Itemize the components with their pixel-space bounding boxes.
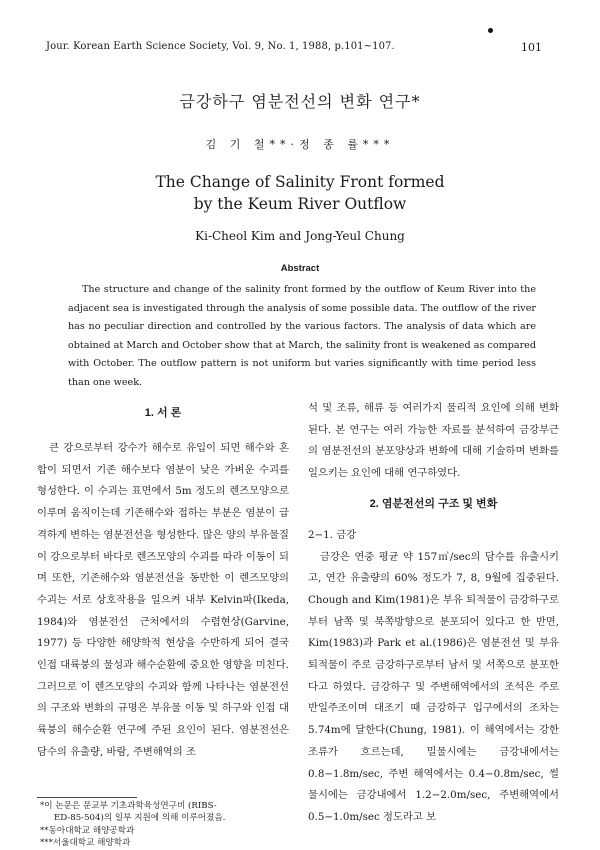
left-column [37, 398, 289, 764]
right-column [308, 398, 559, 829]
section2-heading: 2. 염분전선의 구조 및 변화 [369, 497, 498, 510]
footnote-2: **동아대학교 해양공학과 [40, 825, 135, 836]
journal-citation: Jour. Korean Earth Science Society, Vol. 9, No. 1, 1988, p.101~107. [46, 41, 395, 52]
section2-paragraph: 금강은 연중 평균 약 157㎥/sec의 담수를 유출시키고, 연간 유출량의 60% 정도가 7, 8, 9월에 집중된다. Chough and Kim(1981)은 부유 퇴적물이 금강하구로부터 남쪽 및 북쪽방향으로 분포되어 있다고 한 반면, Kim(1983)과 Park et al.(1986)은 염분전선 및 부유 퇴적물이 주로 금강하구로부터 남서 및 서쪽으로 분포한다고 하였다. 금강하구 및 주변해역에서의 조석은 주로 반일주조이며 대조기 때 금강하구 입구에서의 조차는 5.74m에 달한다(Chung, 1981). 이 해역에서는 강한 조류가 흐르는데, 밀물시에는 금강내에서는 0.8−1.8m/sec, 주변 해역에서는 0.4−0.8m/sec, 썰물시에는 금강내에서 1.2−2.0m/sec, 주변해역에서 0.5−1.0m/sec 정도라고 보 [308, 550, 559, 823]
english-title-line1: The Change of Salinity Front formed [155, 173, 445, 191]
abstract-heading: Abstract [280, 263, 320, 274]
footnotes [40, 800, 290, 850]
footnote-1: *이 논문은 문교부 기초과학육성연구비 (RIBS- [40, 801, 217, 811]
footnote-3: ***서울대학교 해양학과 [40, 838, 131, 849]
footnote-1-cont: ED-85-504)의 일부 지원에 의해 이루어졌음. [54, 813, 226, 824]
section1-heading: 1. 서 론 [144, 407, 182, 419]
section2-subheading: 2−1. 금강 [308, 528, 357, 541]
page-number: 101 [521, 41, 542, 54]
korean-authors: 김 기 철**·정 종 률*** [205, 138, 395, 151]
section1-paragraph: 큰 강으로부터 강수가 해수로 유입이 되면 해수와 혼합이 되면서 기존 해수보다 염분이 낮은 가벼운 수괴를 형성한다. 이 수괴는 표면에서 5m 정도의 렌즈모양으로 이루며 움직이는데 기존해수와 접하는 부분은 염분이 급격하게 변하는 염분전선을 형성한다. 많은 양의 부유물질이 강으로부터 바다로 렌즈모양의 수괴를 따라 이동이 되며 또한, 기존해수와 염분전선을 동반한 이 렌즈모양의 수괴는 서로 상호작용을 일으켜 내부 Kelvin파(Ikeda, 1984)와 염분전선 근처에서의 수렴현상(Garvine, 1977) 등 다양한 해양학적 현상을 수반하게 되어 결국 인접 대륙붕의 물성과 해수순환에 중요한 영향을 미친다. 그러므로 이 렌즈모양의 수괴와 함께 나타나는 염분전선의 구조와 변화의 규명은 부유물 이동 및 하구와 인접 대륙붕의 해수순환 연구에 주된 요인이 된다. 염분전선은 담수의 유출량, 바람, 주변해역의 조 [37, 442, 289, 758]
english-title [0, 171, 600, 215]
section1-continuation: 석 및 조류, 해류 등 여러가지 물리적 요인에 의해 변화된다. 본 연구는 여러 가능한 자료를 분석하여 금강부근의 염분전선의 분포양상과 변화에 대해 기술하며 변화를 일으키는 요인에 대해 연구하였다. [308, 402, 559, 480]
english-authors: Ki-Cheol Kim and Jong-Yeul Chung [195, 229, 405, 243]
ink-dot [488, 28, 493, 33]
abstract-text: The structure and change of the salinity front formed by the outflow of Keum River into the adjacent sea is investigated through the analysis of some possible data. The outflow of the river has no peculiar direction and controlled by the various factors. The analysis of data which are obtained at March and October show that at March, the salinity front is weakened as compared with October. The outflow pattern is not uniform but varies significantly with time period less than one week. [68, 284, 536, 388]
footnote-rule [37, 797, 137, 798]
english-title-line2: by the Keum River Outflow [193, 195, 407, 213]
korean-title: 금강하구 염분전선의 변화 연구* [179, 92, 421, 111]
